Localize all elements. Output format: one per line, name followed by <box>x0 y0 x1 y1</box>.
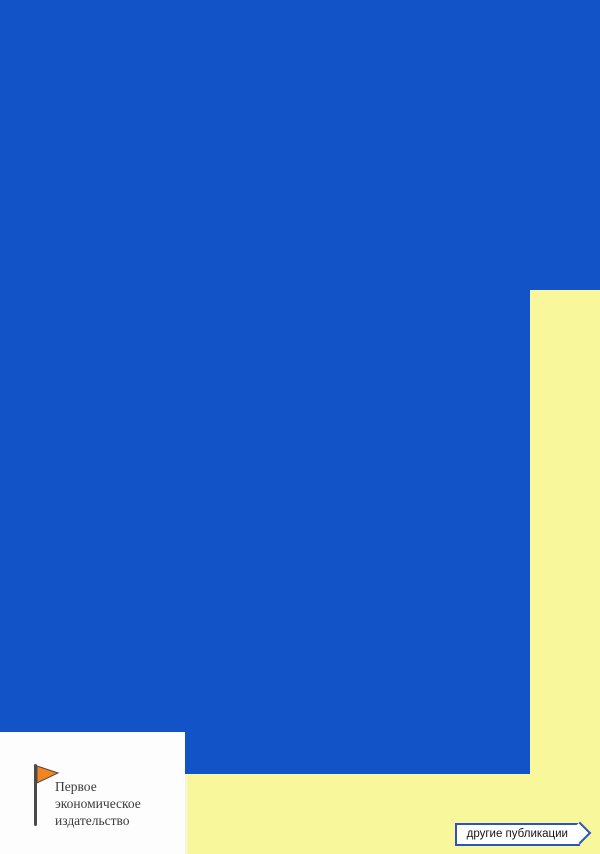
toc-entry <box>212 722 530 774</box>
publisher-name-line-3: издательство <box>55 813 130 828</box>
toc-entries <box>212 367 530 774</box>
publisher-name <box>55 778 170 829</box>
arrow-right-icon <box>569 821 592 844</box>
toc-panel <box>185 290 600 854</box>
more-publications-label: другие публикации <box>466 828 568 840</box>
publisher-block <box>0 732 185 854</box>
publisher-name-line-2: экономическое <box>55 796 141 811</box>
more-publications-button[interactable] <box>455 823 580 846</box>
publisher-name-line-1: Первое <box>55 779 97 794</box>
